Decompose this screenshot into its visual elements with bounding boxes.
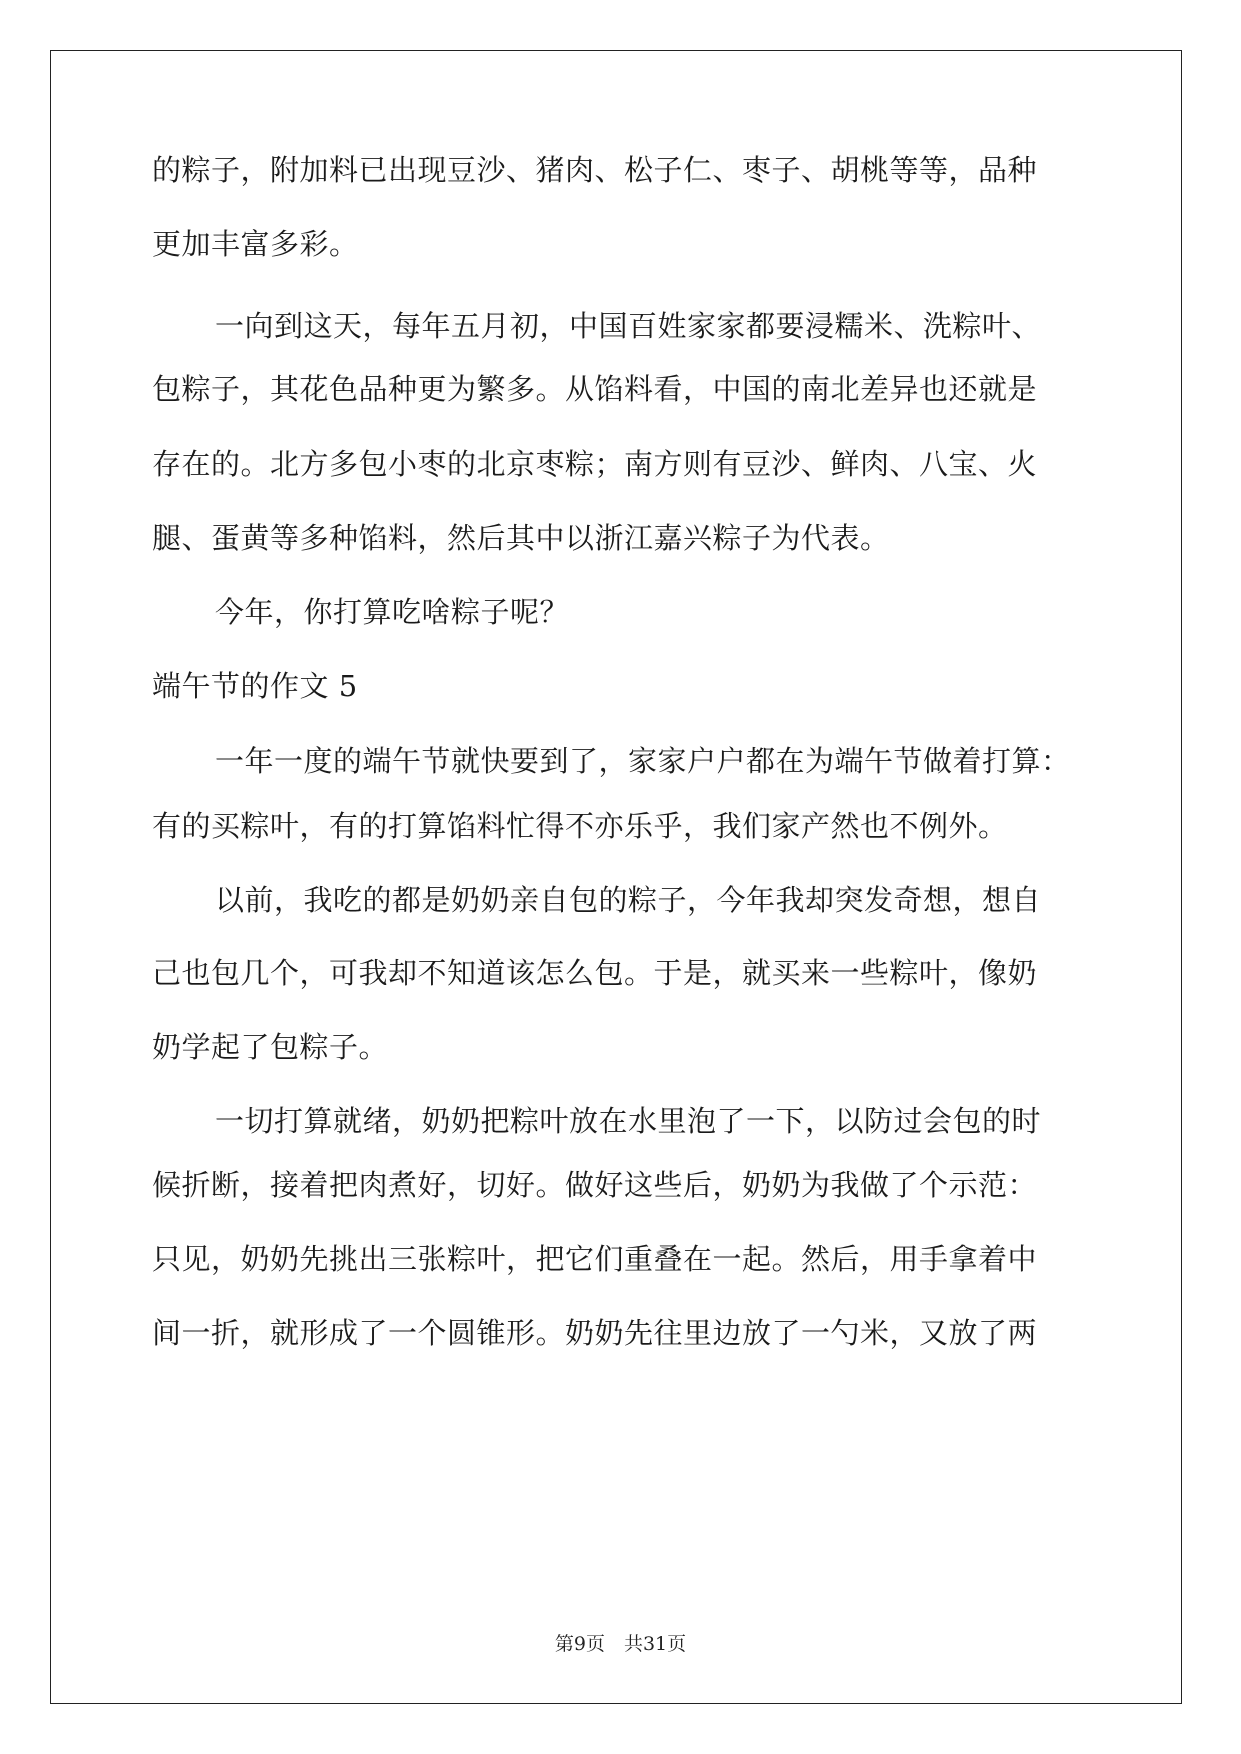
footer-middle: 页 共: [585, 1633, 643, 1655]
body-line: 包粽子，其花色品种更为繁多。从馅料看，中国的南北差异也还就是: [152, 372, 1038, 406]
body-line: 奶学起了包粽子。: [152, 1030, 389, 1064]
body-line: 以前，我吃的都是奶奶亲自包的粽子，今年我却突发奇想，想自: [215, 883, 1042, 917]
body-line: 只见，奶奶先挑出三张粽叶，把它们重叠在一起。然后，用手拿着中: [152, 1242, 1038, 1276]
page-border: [50, 50, 1182, 1704]
total-pages-number: 31: [642, 1633, 668, 1655]
body-line: 的粽子，附加料已出现豆沙、猪肉、松子仁、枣子、胡桃等等，品种: [152, 153, 1038, 187]
body-line: 一向到这天，每年五月初，中国百姓家家都要浸糯米、洗粽叶、: [215, 309, 1042, 343]
body-line: 存在的。北方多包小枣的北京枣粽；南方则有豆沙、鲜肉、八宝、火: [152, 447, 1038, 481]
footer-suffix: 页: [667, 1633, 687, 1655]
section-heading: 端午节的作文 5: [152, 669, 358, 703]
body-line: 腿、蛋黄等多种馅料，然后其中以浙江嘉兴粽子为代表。: [152, 521, 890, 555]
body-line: 一年一度的端午节就快要到了，家家户户都在为端午节做着打算：: [215, 744, 1071, 778]
body-line: 更加丰富多彩。: [152, 227, 359, 261]
body-line: 间一折，就形成了一个圆锥形。奶奶先往里边放了一勺米，又放了两: [152, 1316, 1038, 1350]
page-footer: [0, 1632, 1241, 1656]
footer-prefix: 第: [554, 1633, 574, 1655]
body-line: 候折断，接着把肉煮好，切好。做好这些后，奶奶为我做了个示范：: [152, 1168, 1038, 1202]
body-line: 一切打算就绪，奶奶把粽叶放在水里泡了一下，以防过会包的时: [215, 1104, 1042, 1138]
body-line: 有的买粽叶，有的打算馅料忙得不亦乐乎，我们家产然也不例外。: [152, 809, 1008, 843]
body-line: 今年，你打算吃啥粽子呢？: [215, 595, 570, 629]
current-page-number: 9: [573, 1633, 586, 1655]
body-line: 己也包几个，可我却不知道该怎么包。于是，就买来一些粽叶，像奶: [152, 956, 1038, 990]
